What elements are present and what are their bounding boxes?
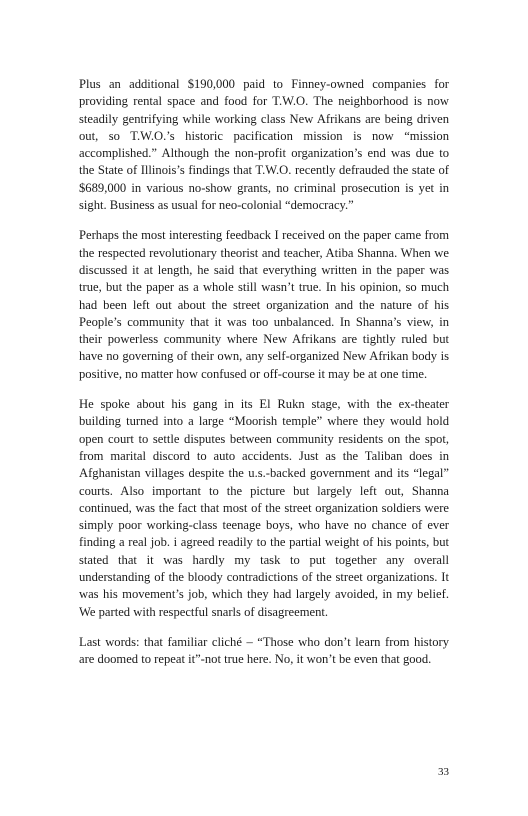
paragraph-4: Last words: that familiar cliché – “Those who don’t learn from history are doomed to repeat it”-not true here. No, it won’t be even that good. [79,634,449,667]
paragraph-3: He spoke about his gang in its El Rukn stage, with the ex-theater building turned into a large “Moorish temple” where they would hold open court to settle disputes between community residents on the spot, from marital discord to auto accidents. Just as the Taliban does in Afghanistan villages despite the u.s.-backed government and its “legal” courts. Also important to the picture but largely left out, Shanna continued, was the fact that most of the street organization soldiers were simply poor working-class teenage boys, who have no chance of ever finding a real job. i agreed readily to the partial weight of his points, but stated that it was hardly my task to put together any overall understanding of the bloody contradictions of the street organizations. It was his movement’s job, which they had largely avoided, in my belief. We parted with respectful snarls of disagreement. [79,397,449,619]
paragraph-1: Plus an additional $190,000 paid to Finney-owned companies for providing rental space and food for T.W.O. The neighborhood is now steadily gentrifying while working class New Afrikans are being driven out, so T.W.O.’s historic pacification mission is now “mission accomplished.” Although the non-profit organization’s end was due to the State of Illinois’s findings that T.W.O. recently defrauded the state of $689,000 in various no-show grants, no criminal prosecution is yet in sight. Business as usual for neo-colonial “democracy.” [79,77,449,213]
page-body [79,76,449,682]
paragraph-2: Perhaps the most interesting feedback I received on the paper came from the respected revolutionary theorist and teacher, Atiba Shanna. When we discussed it at length, he said that everything written in the paper was true, but the paper as a whole still wasn’t true. In his opinion, so much had been left out about the street organization and the nature of his People’s community that it was too unbalanced. In Shanna’s view, in their powerless community where New Afrikans are tightly ruled but have no governing of their own, any self-organized New Afrikan body is positive, no matter how confused or off-course it may be at one time. [79,228,449,381]
page-number: 33 [438,766,449,778]
